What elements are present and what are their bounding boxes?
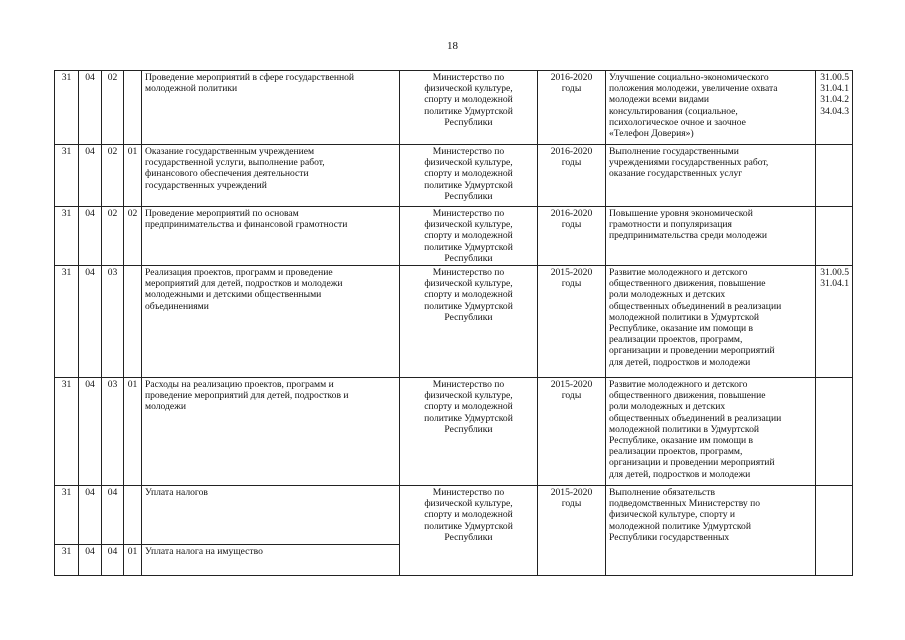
executor-line: Республики bbox=[444, 423, 493, 435]
indicator-codes-line: 31.00.5 bbox=[820, 267, 849, 279]
term bbox=[538, 266, 606, 378]
term-line: 2015-2020 bbox=[550, 379, 593, 391]
expected-result-line: учреждениями государственных работ, bbox=[609, 157, 769, 169]
expected-result-line: психологическое очное и заочное bbox=[609, 116, 746, 128]
expected-result-line: роли молодежных и детских bbox=[609, 289, 726, 301]
indicator-codes-cont bbox=[816, 544, 853, 575]
code-om: 03 bbox=[102, 378, 124, 486]
code-gp: 31 bbox=[55, 544, 79, 575]
code-om: 04 bbox=[102, 486, 124, 545]
indicator-codes bbox=[816, 486, 853, 545]
executor-line: Республики bbox=[444, 252, 493, 264]
executor-line: спорту и молодежной bbox=[424, 401, 513, 413]
expected-result-line: консультирования (социальное, bbox=[609, 105, 738, 117]
code-m bbox=[124, 266, 142, 378]
activity-name bbox=[142, 266, 400, 378]
expected-result-line: общественных объединений в реализации bbox=[609, 412, 782, 424]
term-line: годы bbox=[561, 278, 582, 290]
executor-line: Республики bbox=[444, 116, 493, 128]
term-line: годы bbox=[561, 219, 582, 231]
term-line: годы bbox=[561, 157, 582, 169]
expected-result-line: молодежной политики в Удмуртской bbox=[609, 311, 759, 323]
term bbox=[538, 486, 606, 545]
expected-result-line: Выполнение обязательств bbox=[609, 487, 715, 499]
expected-result-line: Развитие молодежного и детского bbox=[609, 379, 748, 391]
code-pp: 04 bbox=[79, 544, 102, 575]
code-om: 03 bbox=[102, 266, 124, 378]
table-row bbox=[55, 378, 853, 486]
expected-result bbox=[606, 266, 816, 378]
expected-result-line: физической культуре, спорту и bbox=[609, 509, 736, 521]
term bbox=[538, 207, 606, 266]
executor-line: спорту и молодежной bbox=[424, 230, 513, 242]
term bbox=[538, 378, 606, 486]
code-pp: 04 bbox=[79, 145, 102, 207]
executor-line: Министерство по bbox=[432, 146, 505, 157]
executor-line: политике Удмуртской bbox=[424, 520, 513, 532]
executor-line: физической культуре, bbox=[424, 390, 513, 402]
expected-result-line: организации и проведении мероприятий bbox=[609, 457, 775, 469]
executor-line: политике Удмуртской bbox=[424, 105, 513, 117]
code-pp: 04 bbox=[79, 378, 102, 486]
code-m: 02 bbox=[124, 207, 142, 266]
executor bbox=[400, 71, 538, 145]
executor-line: политике Удмуртской bbox=[424, 300, 513, 312]
code-m bbox=[124, 486, 142, 545]
program-table-frame bbox=[54, 70, 853, 576]
expected-result bbox=[606, 378, 816, 486]
executor-line: политике Удмуртской bbox=[424, 412, 513, 424]
expected-result-line: реализации проектов, программ, bbox=[609, 446, 743, 458]
activity-name bbox=[142, 71, 400, 145]
executor bbox=[400, 486, 538, 545]
executor-line: физической культуре, bbox=[424, 219, 513, 231]
expected-result-line: подведомственных Министерству по bbox=[609, 498, 761, 510]
expected-result-line: организации и проведении мероприятий bbox=[609, 345, 775, 357]
code-om: 02 bbox=[102, 71, 124, 145]
executor-line: Министерство по bbox=[432, 267, 505, 279]
expected-result-line: молодежной политике Удмуртской bbox=[609, 520, 751, 532]
indicator-codes bbox=[816, 266, 853, 378]
executor-line: Министерство по bbox=[432, 72, 505, 83]
activity-name-line: Проведение мероприятий по основам bbox=[145, 208, 299, 219]
indicator-codes-line: 31.04.1 bbox=[820, 83, 849, 95]
code-pp: 04 bbox=[79, 71, 102, 145]
indicator-codes bbox=[816, 71, 853, 145]
executor-line: физической культуре, bbox=[424, 83, 513, 95]
indicator-codes bbox=[816, 145, 853, 207]
expected-result-cont bbox=[606, 544, 816, 575]
executor-line: Республики bbox=[444, 190, 493, 202]
expected-result bbox=[606, 486, 816, 545]
indicator-codes-line: 31.04.2 bbox=[820, 94, 849, 106]
activity-name-line: государственных учреждений bbox=[145, 179, 267, 191]
table-row bbox=[55, 207, 853, 266]
code-gp: 31 bbox=[55, 207, 79, 266]
expected-result-line: Повышение уровня экономической bbox=[609, 208, 753, 219]
code-om: 02 bbox=[102, 145, 124, 207]
expected-result-line: общественного движения, повышение bbox=[609, 390, 766, 402]
code-m bbox=[124, 71, 142, 145]
indicator-codes-line: 34.04.3 bbox=[820, 105, 849, 117]
activity-name-line: Оказание государственным учреждением bbox=[145, 146, 315, 157]
activity-name-line: молодежными и детскими общественными bbox=[145, 289, 322, 301]
expected-result-line: для детей, подростков и молодежи bbox=[609, 468, 751, 480]
code-m: 01 bbox=[124, 378, 142, 486]
activity-name-line: Расходы на реализацию проектов, программ и bbox=[145, 379, 334, 391]
executor-line: Министерство по bbox=[432, 208, 505, 219]
expected-result-line: положения молодежи, увеличение охвата bbox=[609, 83, 778, 95]
executor-line: Республики bbox=[444, 531, 493, 543]
expected-result-line: Выполнение государственными bbox=[609, 146, 739, 157]
activity-name bbox=[142, 378, 400, 486]
table-row bbox=[55, 71, 853, 145]
executor-line: физической культуре, bbox=[424, 157, 513, 169]
expected-result-line: Улучшение социально-экономического bbox=[609, 72, 769, 83]
expected-result-line: «Телефон Доверия») bbox=[609, 128, 694, 140]
table-body bbox=[55, 71, 853, 576]
expected-result bbox=[606, 71, 816, 145]
code-gp: 31 bbox=[55, 71, 79, 145]
activity-name bbox=[142, 486, 400, 545]
executor-line: Министерство по bbox=[432, 487, 505, 499]
expected-result-line: общественного движения, повышение bbox=[609, 278, 766, 290]
activity-name-line: проведение мероприятий для детей, подростков и bbox=[145, 390, 349, 402]
activity-name-line: объединениями bbox=[145, 300, 209, 312]
term-cont bbox=[538, 544, 606, 575]
indicator-codes-line: 31.04.1 bbox=[820, 278, 849, 290]
executor bbox=[400, 266, 538, 378]
activity-name bbox=[142, 145, 400, 207]
expected-result-line: для детей, подростков и молодежи bbox=[609, 356, 751, 368]
term bbox=[538, 71, 606, 145]
term-line: годы bbox=[561, 83, 582, 95]
expected-result-line: предпринимательства среди молодежи bbox=[609, 230, 767, 242]
activity-name-line: финансового обеспечения деятельности bbox=[145, 168, 309, 180]
table-row bbox=[55, 145, 853, 207]
term bbox=[538, 145, 606, 207]
page-number: 18 bbox=[447, 40, 458, 52]
expected-result-line: реализации проектов, программ, bbox=[609, 334, 743, 346]
table-row bbox=[55, 544, 853, 575]
executor-line: спорту и молодежной bbox=[424, 289, 513, 301]
activity-name-line: Проведение мероприятий в сфере государственной bbox=[145, 72, 355, 83]
indicator-codes bbox=[816, 378, 853, 486]
expected-result-line: общественных объединений в реализации bbox=[609, 300, 782, 312]
executor-line: политике Удмуртской bbox=[424, 241, 513, 253]
activity-name-line: государственной услуги, выполнение работ, bbox=[145, 157, 325, 169]
activity-name-line: Реализация проектов, программ и проведение bbox=[145, 267, 333, 279]
code-pp: 04 bbox=[79, 266, 102, 378]
code-gp: 31 bbox=[55, 486, 79, 545]
term-line: годы bbox=[561, 390, 582, 402]
code-m: 01 bbox=[124, 544, 142, 575]
code-pp: 04 bbox=[79, 486, 102, 545]
term-line: 2016-2020 bbox=[550, 146, 593, 157]
executor-line: физической культуре, bbox=[424, 498, 513, 510]
expected-result-line: молодежи всеми видами bbox=[609, 94, 710, 106]
executor-line: спорту и молодежной bbox=[424, 168, 513, 180]
expected-result-line: молодежной политики в Удмуртской bbox=[609, 423, 759, 435]
activity-name-line: Уплата налога на имущество bbox=[145, 545, 263, 557]
activity-name-line: молодежной политики bbox=[145, 83, 238, 95]
activity-name-line: молодежи bbox=[145, 401, 186, 413]
expected-result-line: Республике, оказание им помощи в bbox=[609, 323, 754, 335]
expected-result-line: Республики государственных bbox=[609, 531, 730, 543]
executor-line: спорту и молодежной bbox=[424, 94, 513, 106]
expected-result-line: роли молодежных и детских bbox=[609, 401, 726, 413]
term-line: 2015-2020 bbox=[550, 267, 593, 279]
executor bbox=[400, 207, 538, 266]
indicator-codes-line: 31.00.5 bbox=[820, 72, 849, 83]
executor bbox=[400, 145, 538, 207]
executor bbox=[400, 378, 538, 486]
term-line: 2016-2020 bbox=[550, 72, 593, 83]
term-line: 2015-2020 bbox=[550, 487, 593, 499]
activity-name-line: мероприятий для детей, подростков и молодежи bbox=[145, 278, 343, 290]
indicator-codes bbox=[816, 207, 853, 266]
expected-result bbox=[606, 145, 816, 207]
executor-line: Министерство по bbox=[432, 379, 505, 391]
activity-name-line: предпринимательства и финансовой грамотности bbox=[145, 219, 348, 231]
program-activities-table bbox=[54, 70, 853, 576]
activity-name-line: Уплата налогов bbox=[145, 487, 208, 499]
executor-line: физической культуре, bbox=[424, 278, 513, 290]
code-gp: 31 bbox=[55, 266, 79, 378]
table-row bbox=[55, 266, 853, 378]
expected-result-line: грамотности и популяризация bbox=[609, 219, 732, 231]
executor-line: Республики bbox=[444, 311, 493, 323]
table-row bbox=[55, 486, 853, 545]
executor-line: спорту и молодежной bbox=[424, 509, 513, 521]
executor-line: политике Удмуртской bbox=[424, 179, 513, 191]
code-pp: 04 bbox=[79, 207, 102, 266]
executor-cont bbox=[400, 544, 538, 575]
code-gp: 31 bbox=[55, 378, 79, 486]
code-m: 01 bbox=[124, 145, 142, 207]
expected-result bbox=[606, 207, 816, 266]
activity-name bbox=[142, 207, 400, 266]
term-line: годы bbox=[561, 498, 582, 510]
term-line: 2016-2020 bbox=[550, 208, 593, 219]
expected-result-line: Развитие молодежного и детского bbox=[609, 267, 748, 279]
activity-name bbox=[142, 544, 400, 575]
code-gp: 31 bbox=[55, 145, 79, 207]
code-om: 04 bbox=[102, 544, 124, 575]
expected-result-line: Республике, оказание им помощи в bbox=[609, 435, 754, 447]
expected-result-line: оказание государственных услуг bbox=[609, 168, 743, 180]
code-om: 02 bbox=[102, 207, 124, 266]
